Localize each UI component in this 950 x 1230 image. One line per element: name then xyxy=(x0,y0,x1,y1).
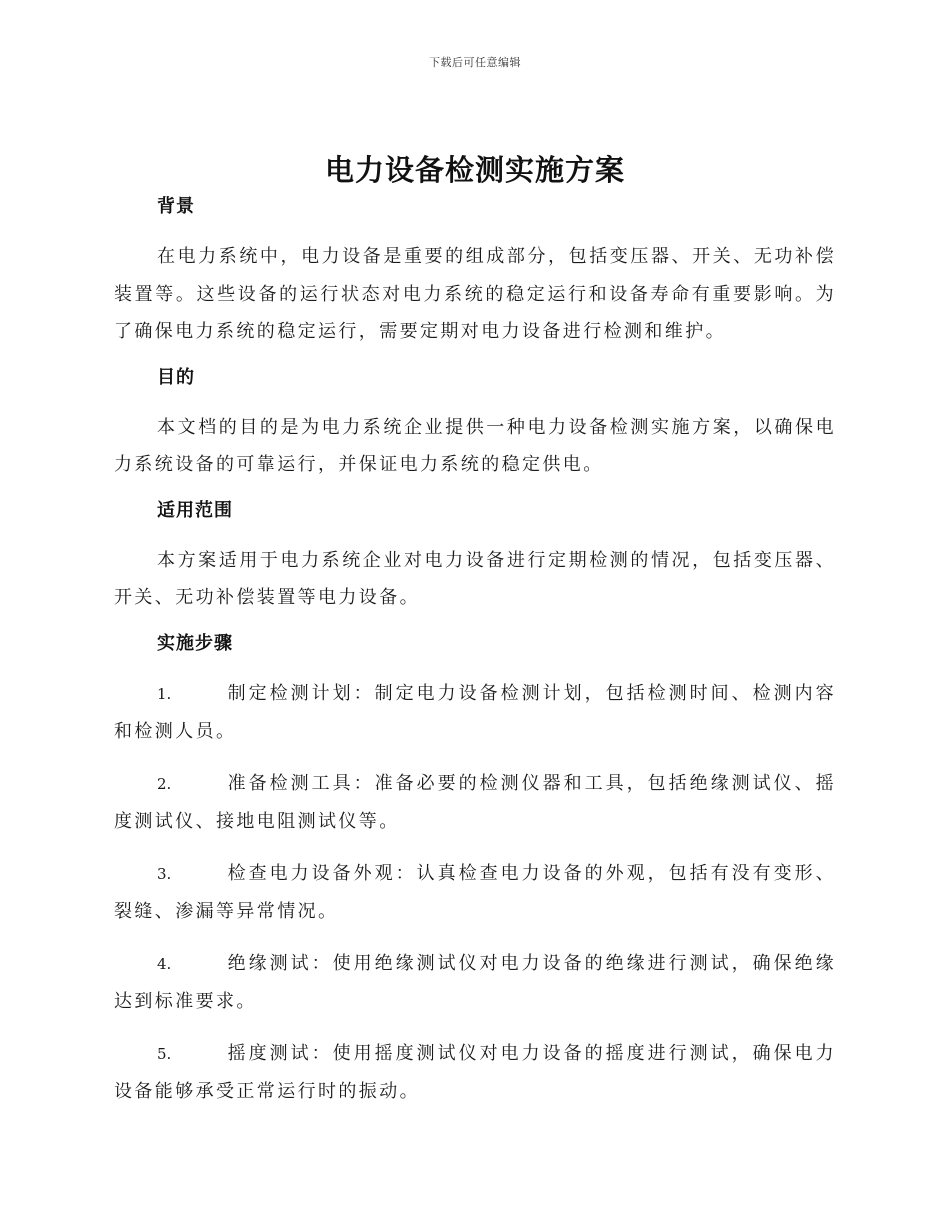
section-heading-steps: 实施步骤 xyxy=(157,632,233,654)
step-number: 5. xyxy=(157,1044,172,1063)
document-title: 电力设备检测实施方案 xyxy=(324,153,625,187)
step-number: 1. xyxy=(157,684,172,703)
section-heading-background: 背景 xyxy=(157,196,195,217)
step-text: 检查电力设备外观：认真检查电力设备的外观，包括有没有变形、裂缝、渗漏等异常情况。 xyxy=(114,862,836,922)
step-item-1 xyxy=(114,675,836,751)
section-heading-scope: 适用范围 xyxy=(157,499,233,521)
step-text: 准备检测工具：准备必要的检测仪器和工具，包括绝缘测试仪、摇度测试仪、接地电阻测试仪等。 xyxy=(114,772,836,832)
background-paragraph: 在电力系统中，电力设备是重要的组成部分，包括变压器、开关、无功补偿装置等。这些设备的运行状态对电力系统的稳定运行和设备寿命有重要影响。为了确保电力系统的稳定运行，需要定期对电力设备进行检测和维护。 xyxy=(114,246,836,342)
scope-paragraph: 本方案适用于电力系统企业对电力设备进行定期检测的情况，包括变压器、开关、无功补偿装置等电力设备。 xyxy=(114,549,836,608)
step-text: 摇度测试：使用摇度测试仪对电力设备的摇度进行测试，确保电力设备能够承受正常运行时的振动。 xyxy=(114,1042,836,1102)
step-item-5 xyxy=(114,1035,836,1111)
document-body xyxy=(114,194,836,1125)
step-item-3 xyxy=(114,855,836,931)
section-heading-purpose: 目的 xyxy=(157,366,195,388)
step-number: 3. xyxy=(157,864,172,883)
step-number: 2. xyxy=(157,774,172,793)
step-number: 4. xyxy=(157,954,172,973)
step-text: 制定检测计划：制定电力设备检测计划，包括检测时间、检测内容和检测人员。 xyxy=(114,682,836,742)
step-item-4 xyxy=(114,945,836,1021)
step-item-2 xyxy=(114,765,836,841)
page-header: 下载后可任意编辑 xyxy=(429,56,521,69)
step-text: 绝缘测试：使用绝缘测试仪对电力设备的绝缘进行测试，确保绝缘达到标准要求。 xyxy=(114,952,836,1012)
purpose-paragraph: 本文档的目的是为电力系统企业提供一种电力设备检测实施方案，以确保电力系统设备的可靠运行，并保证电力系统的稳定供电。 xyxy=(114,416,836,475)
